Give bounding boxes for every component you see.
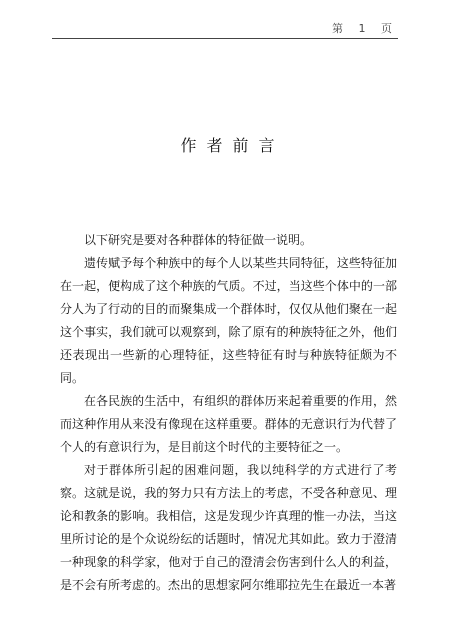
page-header — [52, 20, 398, 39]
page-number: 第 1 页 — [332, 22, 398, 35]
paragraph: 在各民族的生活中，有组织的群体历来起着重要的作用，然而这种作用从来没有像现在这样重要。群体的无意识行为代替了个人的有意识行为，是目前这个时代的主要特征之一。 — [60, 394, 397, 454]
paragraph: 对于群体所引起的困难问题，我以纯科学的方式进行了考察。这就是说，我的努力只有方法上的考虑，不受各种意见、理论和教条的影响。我相信，这是发现少许真理的惟一办法，当这里所讨论的是个众说纷纭的话题时，情况尤其如此。致力于澄清一种现象的科学家，他对于自己的澄清会伤害到什么人的利益，是不会有所考虑的。杰出的思想家阿尔维耶拉先生在最近一本著 — [60, 463, 397, 592]
paragraph: 遗传赋予每个种族中的每个人以某些共同特征，这些特征加在一起，便构成了这个种族的气质。不过，当这些个体中的一部分人为了行动的目的而聚集成一个群体时，仅仅从他们聚在一起这个事实，我们就可以观察到，除了原有的种族特征之外，他们还表现出一些新的心理特征，这些特征有时与种族特征颇为不同。 — [60, 256, 397, 385]
paragraph: 以下研究是要对各种群体的特征做一说明。 — [84, 233, 313, 247]
chapter-title: 作者前言 — [180, 136, 285, 155]
body-text — [60, 229, 397, 597]
